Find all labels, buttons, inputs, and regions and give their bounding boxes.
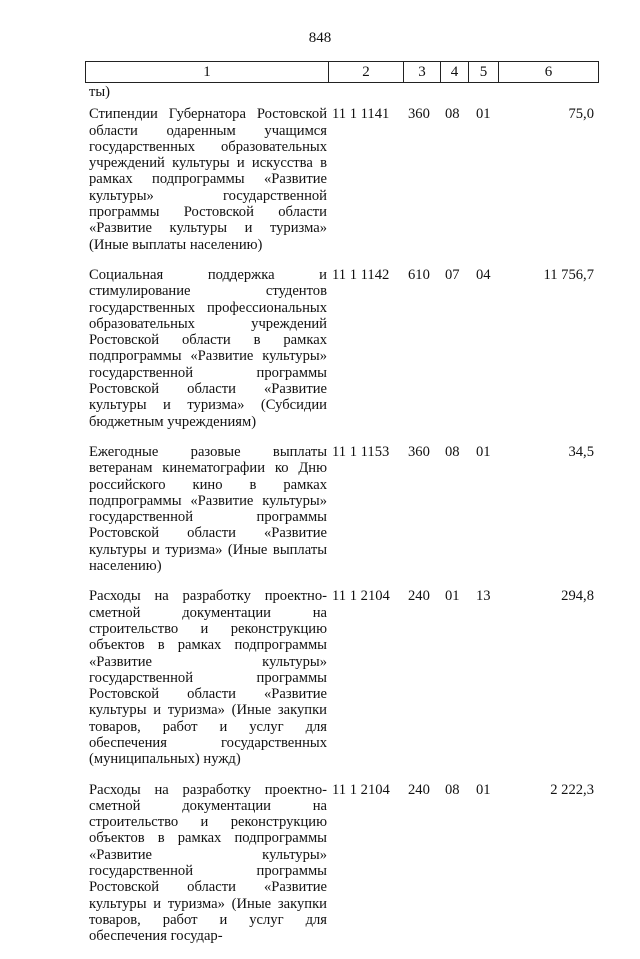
row-target-code: 11 1 1142 [332,266,390,283]
row-target-code: 11 1 2104 [332,781,390,798]
budget-table-body [85,84,598,959]
row-description: Расходы на разработку проектно-сметной документации на строительство и реконструкцию объектов в рамках подпрограммы «Развитие культуры» государственной программы Ростовской области «Развитие культуры и туризма» (Иные закупки товаров, работ и услуг для обеспечения государ- [89,781,327,945]
table-row [85,444,598,574]
row-amount: 294,8 [561,588,594,605]
table-row [85,106,598,253]
row-description: Стипендии Губернатора Ростовской области одаренным учащимся государственных образовательных учреждений культуры и искусства в рамках подпрограммы «Развитие культуры» государственной программы Ростовской области «Развитие культуры и туризма» (Иные выплаты населению) [89,106,327,253]
row-expense-type: 240 [408,781,430,798]
row-section: 01 [445,588,460,605]
row-subsection: 13 [476,588,491,605]
column-header-2: 2 [329,62,404,83]
row-section: 08 [445,781,460,798]
row-target-code: 11 1 1141 [332,106,390,123]
table-row [85,782,598,945]
continuation-text: ты) [89,84,111,100]
row-subsection: 01 [476,781,491,798]
row-expense-type: 610 [408,266,430,283]
row-amount: 2 222,3 [550,781,594,798]
row-target-code: 11 1 2104 [332,588,390,605]
column-header-3: 3 [404,62,441,83]
column-header-6: 6 [499,62,599,83]
row-description: Ежегодные разовые выплаты ветеранам кинематографии ко Дню российского кино в рамках подпрограммы «Развитие культуры» государственной программы Ростовской области «Развитие культуры и туризма» (Иные выплаты населению) [89,443,327,575]
continuation-row [85,84,598,100]
column-header-4: 4 [441,62,469,83]
row-amount: 75,0 [568,106,594,123]
row-section: 07 [445,266,460,283]
row-section: 08 [445,106,460,123]
table-row [85,588,598,767]
row-amount: 11 756,7 [543,266,594,283]
row-subsection: 04 [476,266,491,283]
row-section: 08 [445,443,460,460]
row-description: Расходы на разработку проектно-сметной документации на строительство и реконструкцию объектов в рамках подпрограммы «Развитие культуры» государственной программы Ростовской области «Развитие культуры и туризма» (Иные закупки товаров, работ и услуг для обеспечения государственных (муниципальных) нужд) [89,588,327,768]
row-subsection: 01 [476,443,491,460]
page-number: 848 [308,30,332,46]
row-expense-type: 360 [408,106,430,123]
row-amount: 34,5 [568,443,594,460]
column-header-5: 5 [469,62,499,83]
row-expense-type: 240 [408,588,430,605]
column-header-row [86,62,599,83]
row-target-code: 11 1 1153 [332,443,390,460]
column-header-1: 1 [86,62,329,83]
row-description: Социальная поддержка и стимулирование студентов государственных профессиональных образовательных учреждений Ростовской области в рамках подпрограммы «Развитие культуры» государственной программы Ростовской области «Развитие культуры и туризма» (Субсидии бюджетным учреждениям) [89,266,327,430]
table-row [85,267,598,430]
row-subsection: 01 [476,106,491,123]
row-expense-type: 360 [408,443,430,460]
column-header-table [85,61,599,83]
